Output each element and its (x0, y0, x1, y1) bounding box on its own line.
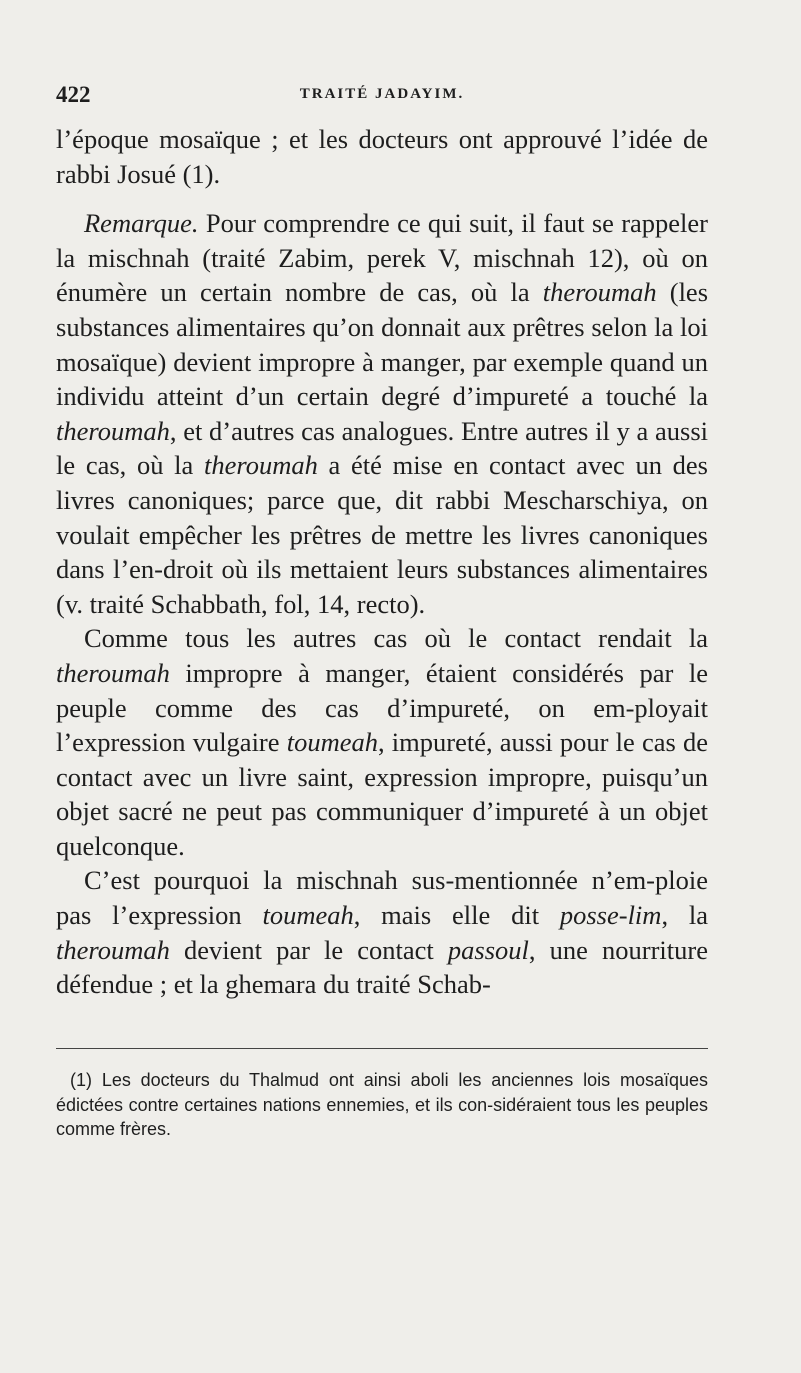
term-passoul: passoul (447, 934, 529, 965)
paragraph-cest-pourquoi (56, 863, 708, 1001)
page-number: 422 (56, 82, 91, 107)
remarque-heading: Remarque. (84, 208, 199, 239)
text-run: l’époque mosaïque ; et les docteurs ont approuvé l’idée de rabbi Josué (1). (56, 124, 708, 189)
running-head (56, 82, 708, 112)
paragraph-remarque (56, 206, 708, 621)
text-run: C’est pourquoi la mischnah sus-mentionnée n’em-ploie pas l’expression (56, 865, 708, 931)
term-theroumah: theroumah (204, 450, 318, 481)
term-toumeah: toumeah (262, 900, 354, 931)
text-run: (les substances alimentaires qu’on donnait aux prêtres selon la loi mosaïque) devient impropre à manger, par exemple quand un individu atteint d’un certain degré d’impureté a touché la (56, 277, 709, 412)
text-run: Comme tous les autres cas où le contact rendait la (84, 623, 708, 654)
text-run: , mais elle dit (353, 900, 560, 931)
text-run: , une nourriture défendue ; et la ghemara du traité Schab- (56, 934, 708, 1000)
term-toumeah: toumeah (286, 727, 378, 758)
text-run: , la (661, 900, 708, 931)
paragraph-opening (56, 122, 708, 191)
term-theroumah: theroumah (542, 277, 657, 308)
footnote: (1) Les docteurs du Thalmud ont ainsi aboli les anciennes lois mosaïques édictées contre certaines nations ennemies, et ils con-sidéraient tous les peuples comme frères. (56, 1070, 708, 1139)
text-run: , et d’autres cas analogues. Entre autres il y a aussi le cas, où la (56, 415, 708, 481)
term-theroumah: theroumah (56, 934, 170, 965)
text-run: a été mise en contact avec un des livres canoniques; parce que, dit rabbi Mescharschiya, on voulait empêcher les prêtres de mettre les livres canoniques dans l’en-droit où ils mettaient leurs substances alimentaires (v. traité Schabbath, fol, 14, recto). (56, 450, 708, 619)
term-posselim: posse-lim (559, 900, 662, 931)
term-theroumah: theroumah (56, 415, 170, 446)
text-run: devient par le contact (169, 934, 448, 965)
text-run: Pour comprendre ce qui suit, il faut se rappeler la mischnah (traité Zabim, perek V, mischnah 12), où on énumère un certain nombre de cas, où la (56, 208, 708, 308)
paragraph-comme (56, 621, 708, 863)
footnote-rule (56, 1048, 708, 1049)
term-theroumah: theroumah (56, 657, 170, 688)
body-text (56, 122, 708, 1002)
text-run: , impureté, aussi pour le cas de contact avec un livre saint, expression impropre, puisqu’un objet sacré ne peut pas communiquer d’impureté à un objet quelconque. (56, 727, 708, 861)
text-run: impropre à manger, étaient considérés par le peuple comme des cas d’impureté, on em-ployait l’expression vulgaire (56, 657, 708, 758)
running-title: TRAITÉ JADAYIM. (299, 86, 465, 102)
